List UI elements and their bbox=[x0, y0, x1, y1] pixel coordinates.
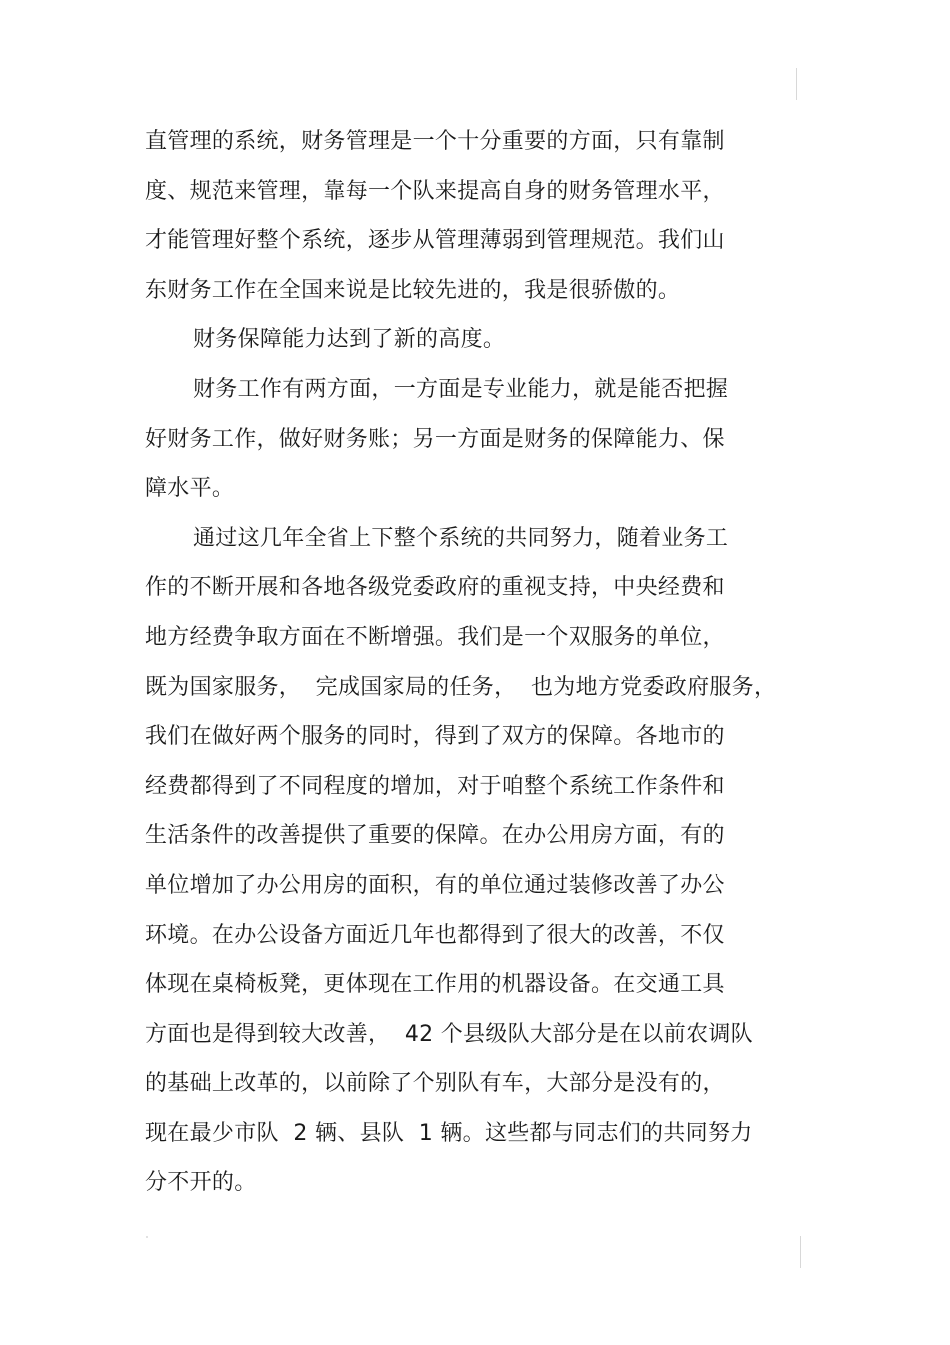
text-line: 我们在做好两个服务的同时，得到了双方的保障。各地市的 bbox=[145, 724, 725, 750]
margin-mark-bottom bbox=[800, 1236, 801, 1268]
text-line: 现在最少市队 2 辆、县队 1 辆。这些都与同志们的共同努力 bbox=[145, 1120, 753, 1146]
margin-dot bbox=[146, 1236, 148, 1238]
text-line: 单位增加了办公用房的面积，有的单位通过装修改善了办公 bbox=[145, 872, 725, 898]
text-line: 东财务工作在全国来说是比较先进的，我是很骄傲的。 bbox=[145, 277, 681, 303]
margin-mark-top bbox=[796, 68, 797, 100]
text-line: 财务工作有两方面，一方面是专业能力，就是能否把握 bbox=[193, 376, 729, 402]
text-line: 方面也是得到较大改善， 42 个县级队大部分是在以前农调队 bbox=[145, 1021, 753, 1047]
text-line: 好财务工作，做好财务账；另一方面是财务的保障能力、保 bbox=[145, 426, 725, 452]
text-line: 经费都得到了不同程度的增加，对于咱整个系统工作条件和 bbox=[145, 773, 725, 799]
text-line: 通过这几年全省上下整个系统的共同努力，随着业务工 bbox=[193, 525, 729, 551]
text-line: 作的不断开展和各地各级党委政府的重视支持，中央经费和 bbox=[145, 575, 725, 601]
text-line: 财务保障能力达到了新的高度。 bbox=[193, 327, 506, 353]
text-line: 生活条件的改善提供了重要的保障。在办公用房方面，有的 bbox=[145, 823, 725, 849]
text-line: 的基础上改革的，以前除了个别队有车，大部分是没有的， bbox=[145, 1071, 725, 1097]
text-line: 障水平。 bbox=[145, 476, 235, 502]
text-line: 直管理的系统，财务管理是一个十分重要的方面，只有靠制 bbox=[145, 129, 725, 154]
text-line: 体现在桌椅板凳，更体现在工作用的机器设备。在交通工具 bbox=[145, 972, 725, 998]
text-line: 既为国家服务， 完成国家局的任务， 也为地方党委政府服务， bbox=[145, 674, 777, 700]
text-line: 分不开的。 bbox=[145, 1170, 257, 1196]
text-line: 环境。在办公设备方面近几年也都得到了很大的改善，不仅 bbox=[145, 922, 725, 948]
text-line: 才能管理好整个系统，逐步从管理薄弱到管理规范。我们山 bbox=[145, 228, 725, 254]
body-text bbox=[145, 124, 785, 1215]
text-line: 地方经费争取方面在不断增强。我们是一个双服务的单位， bbox=[145, 624, 725, 650]
text-line: 度、规范来管理，靠每一个队来提高自身的财务管理水平， bbox=[145, 178, 725, 204]
